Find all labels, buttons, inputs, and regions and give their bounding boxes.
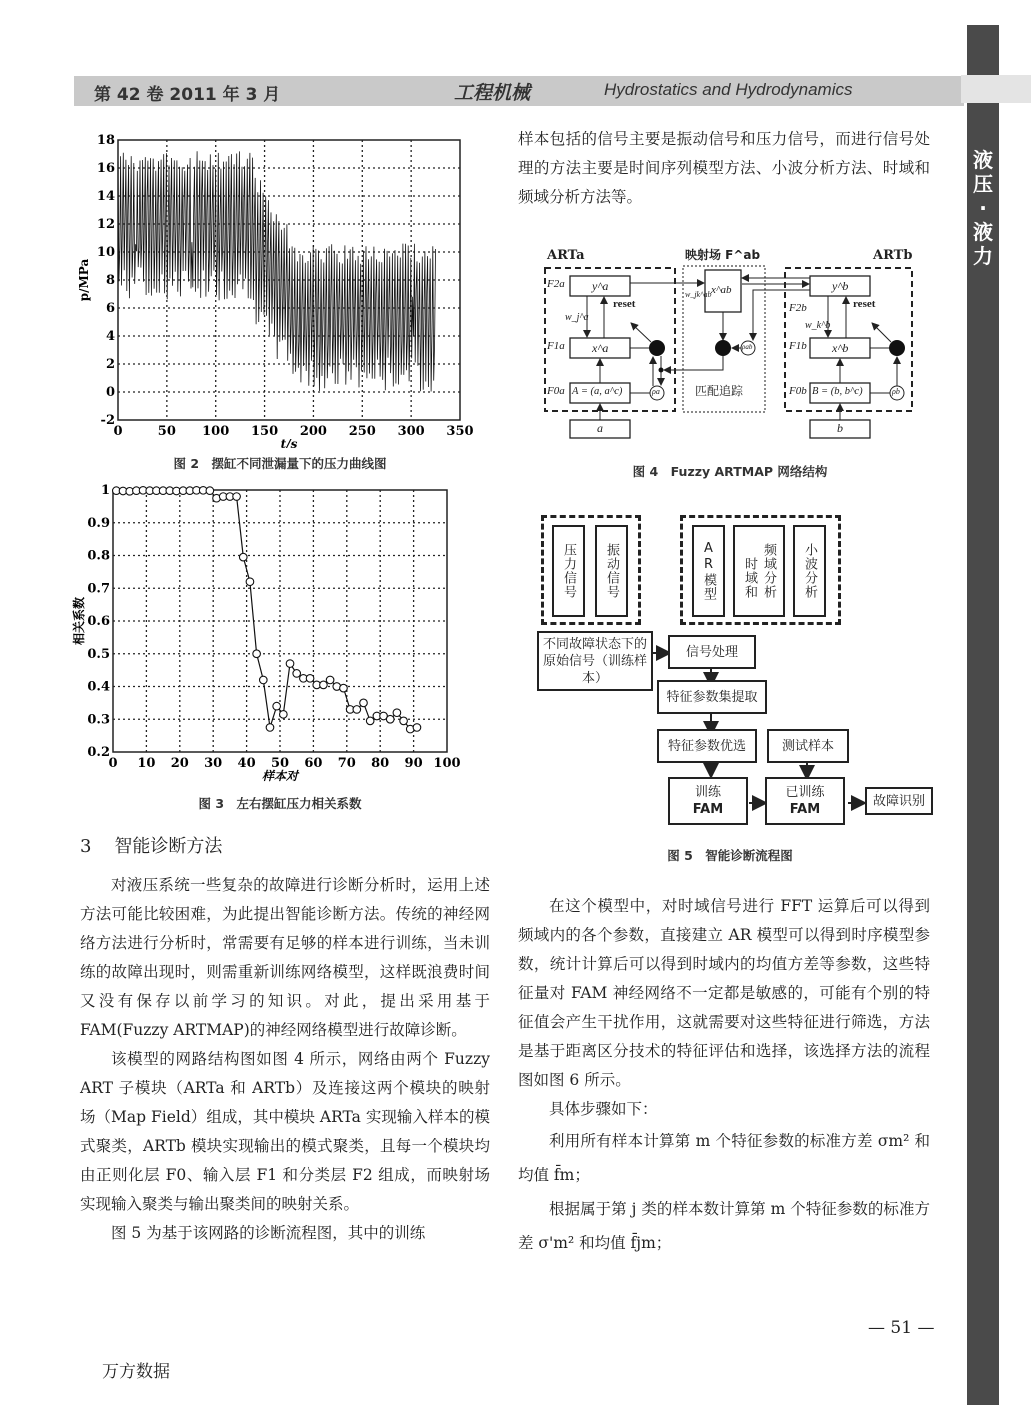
y-tick-label: 0 [105,385,115,400]
paragraph: 利用所有样本计算第 m 个特征参数的标准方差 σm² 和均值 f̄m； [518,1132,930,1184]
data-point [386,715,394,723]
y-tick-label: 4 [105,329,115,344]
y-tick-label: 2 [105,357,115,372]
data-point [413,724,421,732]
correlation-series-line [116,490,417,729]
feature-extract-box: 特征参数集提取 [657,680,767,714]
reset-a-label: reset [613,298,636,310]
pressure-signal-box: 压力信号 [552,525,585,617]
time-domain-label: 时域和 [742,557,757,599]
fig2-caption: 图 2 摆缸不同泄漏量下的压力曲线图 [173,456,387,471]
x-tick-label: 60 [304,756,323,771]
rho-b-label: ρb [892,387,900,396]
x-tick-label: 250 [348,424,376,439]
paragraph: 样本包括的信号主要是振动信号和压力信号，而进行信号处理的方法主要是时间序列模型方法、小波分析方法、时域和频域分析方法等。 [518,130,930,206]
x-tick-label: 0 [108,756,118,771]
data-point [286,660,294,668]
match-tracking-label: 匹配追踪 [695,384,744,398]
yb-node: y^b [832,279,849,293]
raw-signal-box: 不同故障状态下的原始信号（训练样本） [537,631,653,691]
map-field-label: 映射场 F^ab [685,248,761,262]
data-point [233,493,241,501]
page-number: — 51 — [868,1318,935,1338]
x-tick-label: 50 [270,756,290,771]
b-input-node: b [837,421,843,435]
section-number: 3 [80,836,92,857]
fig2-pressure-chart [70,128,480,448]
watermark: 万方数据 [102,1362,170,1382]
x-tick-label: 200 [299,424,327,439]
y-tick-label: 0.9 [87,515,110,531]
journal-title-cn: 工程机械 [454,82,531,104]
y-tick-label: 16 [96,161,115,176]
fig4-diagram [535,240,955,440]
x-tick-label: 300 [397,424,425,439]
data-point [266,724,274,732]
x-tick-label: 70 [337,756,356,771]
wjab-label: w_jk^ab [685,290,712,299]
paragraph: 对液压系统一些复杂的故障进行诊断分析时，运用上述方法可能比较困难，为此提出智能诊断方法。传统的神经网络方法进行分析时，常需要有足够的样本进行训练，当未训练的故障出现时，则需重新训练网络模型，这样既浪费时间又没有保存以前学习的知识。对此，提出采用基于 FAM(Fuzzy ARTMAP)的神经网络模型进行故障诊断。 [80,876,490,1039]
y-tick-label: 0.8 [87,548,110,564]
ar-model-box: AR模型 [692,525,725,617]
f2b-label: F2b [789,302,807,314]
x-tick-label: 350 [446,424,474,439]
y-tick-label: 0.2 [87,745,110,760]
data-point [326,676,334,684]
data-point [340,684,348,692]
y-tick-label: 0.5 [87,646,110,662]
side-tab-gap [961,75,1031,103]
wja-label: w_j^a [565,312,589,323]
xa-node: x^a [592,341,609,355]
fault-identify-box: 故障识别 [865,787,933,815]
pressure-series-line [118,151,436,391]
x-tick-label: 80 [371,756,390,771]
data-point [246,578,254,586]
paragraph: 图 5 为基于该网路的诊断流程图，其中的训练 [111,1224,426,1242]
y-axis-label: 相关系数 [72,596,86,646]
trained-label: 已训练 [785,785,825,800]
paragraph: 该模型的网路结构图如图 4 所示，网络由两个 Fuzzy ART 子模块（ARTa 和 ARTb）及连接这两个模块的映射场（Map Field）组成，其中模块 ARTa 实现输入样本的模式聚类，ARTb 模块实现输出的模式聚类，且每一个模块均由正则化层 F0、输入层 F1 和分类层 F2 组成，而映射场实现输入聚类与输出聚类间的映射关系。 [80,1050,490,1213]
feature-optimize-box: 特征参数优选 [657,729,757,763]
train-fam-box [668,777,748,825]
arta-label: ARTa [547,248,585,263]
y-tick-label: 6 [105,301,115,316]
data-point [206,487,214,495]
train-label: 训练 [694,785,721,800]
xab-node: x^ab [711,284,732,296]
x-axis-label: 样本对 [261,769,299,783]
fig4-connectors [535,240,955,440]
y-tick-label: 10 [96,245,115,260]
data-point [400,717,408,725]
freq-analysis-label: 频域分析 [761,543,776,599]
data-point [253,650,261,658]
y-tick-label: 0.7 [87,581,110,597]
fig4-caption: 图 4 Fuzzy ARTMAP 网络结构 [632,464,828,479]
a-normalized-node: A = (a, a^c) [572,386,623,397]
f1b-label: F1b [789,340,807,352]
x-tick-label: 50 [157,424,176,439]
fig5-flowchart [535,515,955,835]
x-tick-label: 10 [137,756,156,771]
data-point [366,717,374,725]
ya-node: y^a [592,279,609,293]
paragraph: 具体步骤如下： [549,1100,658,1118]
fam-label: FAM [789,802,821,817]
paragraph: 根据属于第 j 类的样本数计算第 m 个特征参数的标准方差 σ'm² 和均值 f̄jm； [518,1200,930,1252]
data-point [393,709,401,717]
x-tick-label: 30 [204,756,223,771]
y-tick-label: 18 [96,133,115,148]
data-point [280,711,288,719]
side-tab-label: 液压·液力 [973,148,993,268]
y-tick-label: 1 [100,483,110,498]
y-tick-label: 8 [105,273,115,288]
wavelet-box: 小波分析 [793,525,826,617]
signal-processing-box: 信号处理 [668,635,756,669]
rho-a-label: ρa [652,387,660,396]
data-point [293,670,301,678]
artb-label: ARTb [873,248,913,263]
data-point [239,553,247,561]
fam-label: FAM [692,802,724,817]
x-tick-label: 0 [113,424,123,439]
data-point [320,681,328,689]
y-tick-label: 12 [96,217,115,232]
x-axis-label: t/s [280,437,298,448]
data-point [306,675,314,683]
right-column-body [518,892,930,1260]
y-tick-label: 0.3 [87,712,110,728]
x-tick-label: 20 [170,756,189,771]
x-tick-label: 100 [202,424,230,439]
f1a-label: F1a [547,340,565,352]
y-tick-label: 14 [96,189,115,204]
f0a-label: F0a [547,385,565,397]
test-sample-box: 测试样本 [767,729,849,763]
data-point [360,699,368,707]
wkb-label: w_k^b [805,320,831,331]
issue-info: 第 42 卷 2011 年 3 月 [94,85,281,105]
reset-b-label: reset [853,298,876,310]
trained-fam-box [765,777,845,825]
left-column-body [80,871,490,1248]
running-header [74,76,964,106]
x-tick-label: 150 [251,424,279,439]
right-column-intro [518,125,930,212]
b-normalized-node: B = (b, b^c) [812,386,863,397]
data-point [353,706,361,714]
x-tick-label: 100 [433,756,461,771]
f0b-label: F0b [789,385,807,397]
journal-title-en: Hydrostatics and Hydrodynamics [604,80,853,99]
xb-node: x^b [832,341,849,355]
data-point [260,676,268,684]
section-title: 智能诊断方法 [114,836,223,857]
a-input-node: a [597,421,603,435]
f2a-label: F2a [547,278,565,290]
y-tick-label: 0.6 [87,614,110,629]
fig3-caption: 图 3 左右摆缸压力相关系数 [198,796,362,811]
y-tick-label: -2 [100,413,115,428]
x-tick-label: 90 [404,756,423,771]
x-tick-label: 40 [237,756,256,771]
section-heading [80,832,222,858]
vibration-signal-box: 振动信号 [595,525,628,617]
fig5-caption: 图 5 智能诊断流程图 [667,848,793,863]
rho-ab-label: ρab [742,343,753,351]
fig3-correlation-chart [70,478,480,788]
y-axis-label: p/MPa [77,258,91,302]
time-freq-box [733,525,785,617]
y-tick-label: 0.4 [87,679,110,695]
paragraph: 在这个模型中，对时域信号进行 FFT 运算后可以得到频域内的各个参数，直接建立 AR 模型可以得到时序模型参数，统计计算后可以得到时域内的均值方差等参数，这些特征量对 FAM 神经网络不一定都是敏感的，可能有个别的特征值会产生干扰作用，这就需要对这些特征进行筛选，方法是基于距离区分技术的特征评估和选择，该选择方法的流程图如图 6 所示。 [518,897,930,1089]
data-point [273,702,281,710]
